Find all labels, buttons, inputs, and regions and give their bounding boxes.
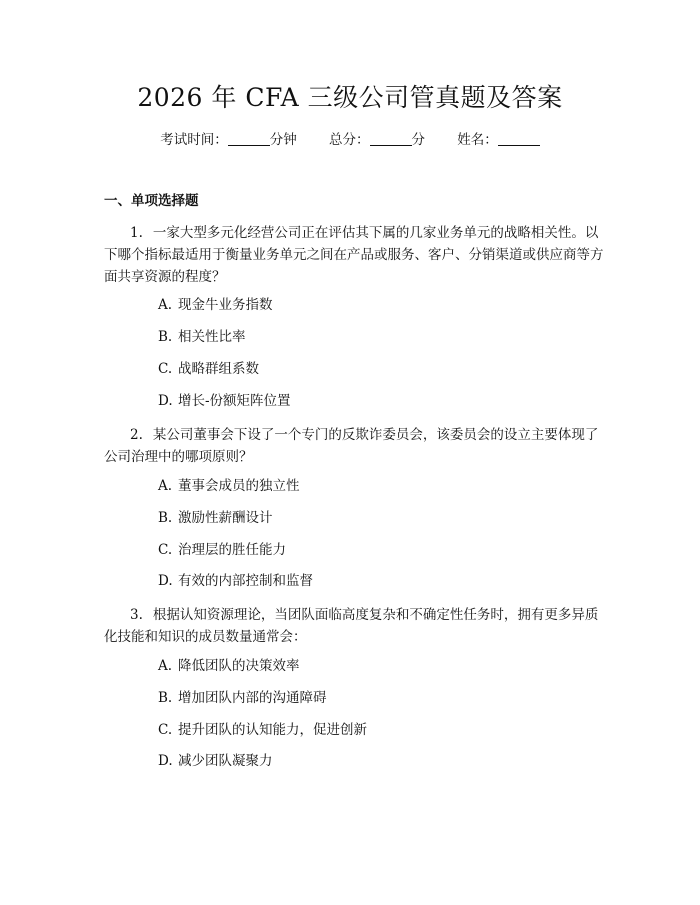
- option-2a: [158, 476, 300, 496]
- question-2: [104, 424, 604, 468]
- page-title: 2026 年 CFA 三级公司管真题及答案: [137, 83, 563, 112]
- option-2c: [158, 540, 286, 560]
- time-label: 考试时间：: [160, 132, 228, 148]
- option-3c: [158, 720, 367, 740]
- section-title: 一、单项选择题: [104, 193, 199, 209]
- option-letter: A.: [158, 478, 173, 494]
- option-text: 战略群组系数: [178, 361, 259, 377]
- question-text: 一家大型多元化经营公司正在评估其下属的几家业务单元的战略相关性。以下哪个指标最适用于衡量业务单元之间在产品或服务、客户、分销渠道或供应商等方面共享资源的程度？: [104, 225, 604, 285]
- option-letter: D.: [158, 393, 173, 409]
- option-letter: B.: [158, 510, 173, 526]
- option-letter: D.: [158, 573, 173, 589]
- score-unit: 分: [411, 132, 425, 148]
- time-unit: 分钟: [269, 132, 297, 148]
- option-text: 现金牛业务指数: [178, 297, 273, 313]
- option-text: 激励性薪酬设计: [178, 510, 273, 526]
- option-letter: B.: [158, 329, 173, 345]
- question-number: 3.: [130, 607, 143, 623]
- option-text: 有效的内部控制和监督: [178, 573, 313, 589]
- option-3d: [158, 751, 273, 771]
- option-1a: [158, 295, 273, 315]
- score-label: 总分：: [329, 132, 370, 148]
- option-1c: [158, 359, 259, 379]
- score-blank: [370, 131, 412, 146]
- question-3: [104, 604, 604, 648]
- option-text: 相关性比率: [178, 329, 246, 345]
- exam-meta: [0, 130, 700, 150]
- option-letter: C.: [158, 361, 173, 377]
- option-text: 增长-份额矩阵位置: [178, 393, 291, 409]
- question-1: [104, 222, 604, 288]
- student-name: [457, 130, 540, 150]
- question-text: 某公司董事会下设了一个专门的反欺诈委员会，该委员会的设立主要体现了公司治理中的哪项原则？: [104, 427, 599, 465]
- option-text: 治理层的胜任能力: [178, 542, 286, 558]
- time-blank: [228, 131, 270, 146]
- option-text: 降低团队的决策效率: [178, 658, 300, 674]
- option-1b: [158, 327, 246, 347]
- option-3b: [158, 688, 327, 708]
- total-score: [329, 130, 425, 150]
- option-3a: [158, 656, 300, 676]
- name-label: 姓名：: [457, 132, 498, 148]
- option-letter: C.: [158, 722, 173, 738]
- option-text: 减少团队凝聚力: [178, 753, 273, 769]
- option-letter: A.: [158, 297, 173, 313]
- question-number: 2.: [130, 427, 143, 443]
- option-2d: [158, 571, 313, 591]
- option-text: 增加团队内部的沟通障碍: [178, 690, 327, 706]
- question-number: 1.: [130, 225, 143, 241]
- question-text: 根据认知资源理论，当团队面临高度复杂和不确定性任务时，拥有更多异质化技能和知识的成员数量通常会：: [104, 607, 599, 645]
- option-2b: [158, 508, 273, 528]
- option-text: 提升团队的认知能力，促进创新: [178, 722, 367, 738]
- option-text: 董事会成员的独立性: [178, 478, 300, 494]
- option-letter: A.: [158, 658, 173, 674]
- exam-time: [160, 130, 297, 150]
- option-letter: C.: [158, 542, 173, 558]
- option-1d: [158, 391, 291, 411]
- option-letter: B.: [158, 690, 173, 706]
- name-blank: [498, 131, 540, 146]
- option-letter: D.: [158, 753, 173, 769]
